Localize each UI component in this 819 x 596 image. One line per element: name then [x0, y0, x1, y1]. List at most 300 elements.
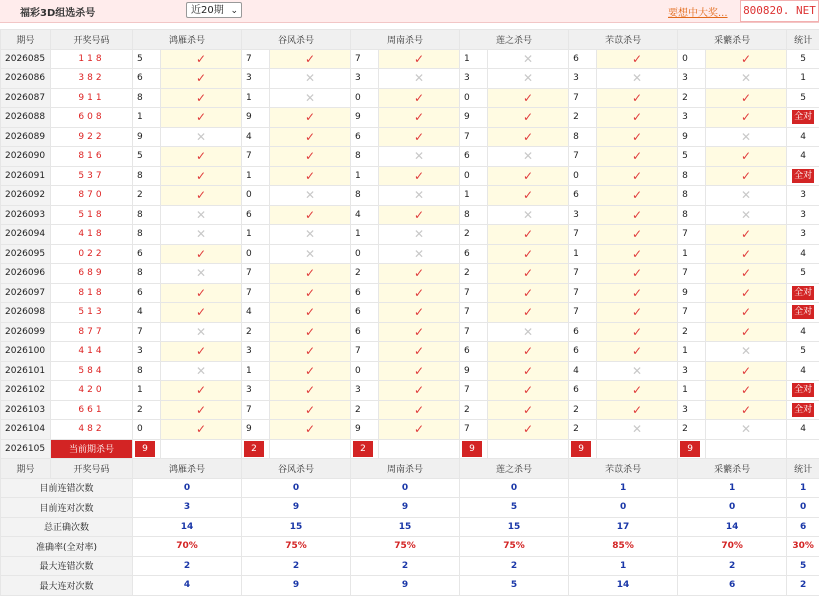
check-icon: ✓ [488, 381, 569, 401]
check-icon: ✓ [597, 147, 678, 167]
column-header-predictor: 周南杀号 [351, 459, 460, 479]
cross-icon: ✕ [161, 322, 242, 342]
summary-value: 15 [351, 517, 460, 537]
issue-number: 2026091 [1, 166, 51, 186]
kill-number: 9 [242, 108, 270, 128]
kill-number: 7 [460, 381, 488, 401]
check-icon: ✓ [597, 225, 678, 245]
kill-number: 6 [460, 244, 488, 264]
check-icon: ✓ [488, 127, 569, 147]
stat-cell [787, 108, 819, 128]
kill-number: 2 [351, 400, 379, 420]
stat-cell [787, 264, 819, 284]
check-icon: ✓ [706, 244, 787, 264]
issue-number: 2026087 [1, 88, 51, 108]
kill-number: 1 [569, 244, 597, 264]
kill-number: 1 [133, 381, 161, 401]
check-icon: ✓ [488, 400, 569, 420]
issue-number: 2026095 [1, 244, 51, 264]
summary-value: 14 [133, 517, 242, 537]
current-kill-cell [569, 439, 597, 459]
summary-value: 0 [242, 478, 351, 498]
check-icon: ✓ [379, 361, 460, 381]
kill-number: 3 [351, 69, 379, 89]
check-icon: ✓ [597, 400, 678, 420]
kill-number: 7 [678, 303, 706, 323]
column-header-issue: 期号 [1, 30, 51, 50]
kill-number: 8 [133, 264, 161, 284]
kill-number: 7 [242, 283, 270, 303]
kill-number: 0 [569, 166, 597, 186]
summary-value: 5 [460, 498, 569, 518]
check-icon: ✓ [706, 381, 787, 401]
check-icon: ✓ [706, 361, 787, 381]
table-row [1, 244, 819, 264]
current-kill-number: 9 [135, 441, 155, 457]
current-kill-spacer [706, 439, 787, 459]
top-bar [0, 0, 819, 23]
check-icon: ✓ [597, 303, 678, 323]
kill-number: 6 [569, 49, 597, 69]
summary-stat: 0 [787, 498, 819, 518]
cross-icon: ✕ [379, 244, 460, 264]
check-icon: ✓ [706, 400, 787, 420]
summary-row [1, 556, 819, 576]
kill-number: 2 [242, 322, 270, 342]
check-icon: ✓ [706, 283, 787, 303]
check-icon: ✓ [161, 303, 242, 323]
stat-value: 4 [800, 151, 806, 161]
check-icon: ✓ [270, 108, 351, 128]
kill-number: 1 [242, 225, 270, 245]
kill-number: 0 [351, 361, 379, 381]
issue-number: 2026098 [1, 303, 51, 323]
kill-number: 8 [133, 225, 161, 245]
draw-number: 118 [51, 49, 133, 69]
summary-value: 1 [569, 478, 678, 498]
stat-cell [787, 303, 819, 323]
column-header-draw: 开奖号码 [51, 30, 133, 50]
kill-number: 2 [678, 322, 706, 342]
kill-number: 6 [569, 186, 597, 206]
kill-number: 3 [242, 381, 270, 401]
cross-icon: ✕ [161, 361, 242, 381]
stat-value: 4 [800, 327, 806, 337]
table-header-row [1, 30, 819, 50]
kill-number: 8 [460, 205, 488, 225]
column-header-predictor: 芣苡杀号 [569, 30, 678, 50]
stat-cell [787, 244, 819, 264]
kill-number: 8 [678, 186, 706, 206]
stat-value: 5 [800, 268, 806, 278]
site-domain-badge: 800820. NET [740, 0, 819, 22]
stat-cell [787, 225, 819, 245]
cross-icon: ✕ [488, 49, 569, 69]
check-icon: ✓ [597, 127, 678, 147]
column-header-draw: 开奖号码 [51, 459, 133, 479]
issue-number: 2026086 [1, 69, 51, 89]
kill-number: 3 [678, 108, 706, 128]
kill-number: 4 [569, 361, 597, 381]
check-icon: ✓ [597, 342, 678, 362]
check-icon: ✓ [597, 166, 678, 186]
check-icon: ✓ [161, 186, 242, 206]
cross-icon: ✕ [379, 225, 460, 245]
issue-number: 2026099 [1, 322, 51, 342]
current-kill-number: 9 [462, 441, 482, 457]
cross-icon: ✕ [379, 69, 460, 89]
check-icon: ✓ [270, 381, 351, 401]
stat-value: 1 [800, 73, 806, 83]
kill-number: 8 [678, 205, 706, 225]
current-kill-number: 2 [244, 441, 264, 457]
summary-value: 9 [242, 498, 351, 518]
kill-number: 1 [678, 244, 706, 264]
column-header-predictor: 莲之杀号 [460, 30, 569, 50]
kill-number: 6 [460, 147, 488, 167]
kill-number: 8 [678, 166, 706, 186]
check-icon: ✓ [270, 322, 351, 342]
check-icon: ✓ [270, 147, 351, 167]
kill-number: 3 [351, 381, 379, 401]
current-kill-cell [351, 439, 379, 459]
cross-icon: ✕ [706, 127, 787, 147]
check-icon: ✓ [161, 88, 242, 108]
kill-number: 6 [569, 322, 597, 342]
draw-number: 414 [51, 342, 133, 362]
draw-number: 482 [51, 420, 133, 440]
table-row [1, 147, 819, 167]
chevron-down-icon: ⌄ [230, 3, 238, 19]
stat-cell [787, 400, 819, 420]
check-icon: ✓ [161, 147, 242, 167]
check-icon: ✓ [488, 88, 569, 108]
cross-icon: ✕ [706, 69, 787, 89]
kill-number-table [0, 29, 819, 596]
check-icon: ✓ [488, 186, 569, 206]
period-select-value: 近20期 [191, 5, 224, 16]
kill-number: 0 [242, 244, 270, 264]
kill-number: 7 [242, 49, 270, 69]
issue-number: 2026102 [1, 381, 51, 401]
promo-link[interactable]: 要想中大奖... [668, 4, 728, 19]
table-row [1, 225, 819, 245]
check-icon: ✓ [161, 244, 242, 264]
kill-number: 9 [351, 420, 379, 440]
summary-value: 0 [678, 498, 787, 518]
check-icon: ✓ [597, 108, 678, 128]
summary-label: 目前连对次数 [1, 498, 133, 518]
kill-number: 7 [460, 127, 488, 147]
summary-value: 9 [242, 576, 351, 596]
check-icon: ✓ [379, 322, 460, 342]
check-icon: ✓ [161, 166, 242, 186]
summary-row [1, 537, 819, 557]
check-icon: ✓ [379, 88, 460, 108]
check-icon: ✓ [161, 49, 242, 69]
cross-icon: ✕ [379, 147, 460, 167]
stat-cell [787, 49, 819, 69]
stat-value: 5 [800, 346, 806, 356]
kill-number: 0 [460, 166, 488, 186]
summary-value: 2 [242, 556, 351, 576]
kill-number: 7 [678, 264, 706, 284]
issue-number: 2026094 [1, 225, 51, 245]
kill-number: 1 [678, 381, 706, 401]
all-correct-badge: 全对 [792, 403, 814, 417]
table-row [1, 186, 819, 206]
draw-number: 537 [51, 166, 133, 186]
kill-number: 2 [678, 88, 706, 108]
check-icon: ✓ [706, 166, 787, 186]
cross-icon: ✕ [161, 225, 242, 245]
check-icon: ✓ [597, 322, 678, 342]
kill-number: 7 [678, 225, 706, 245]
all-correct-badge: 全对 [792, 305, 814, 319]
kill-number: 2 [460, 264, 488, 284]
stat-cell [787, 88, 819, 108]
kill-number: 6 [133, 283, 161, 303]
summary-value: 6 [678, 576, 787, 596]
table-row [1, 108, 819, 128]
kill-number: 3 [678, 69, 706, 89]
check-icon: ✓ [270, 127, 351, 147]
summary-label: 目前连错次数 [1, 478, 133, 498]
summary-row [1, 478, 819, 498]
check-icon: ✓ [597, 186, 678, 206]
kill-number: 7 [460, 420, 488, 440]
check-icon: ✓ [597, 205, 678, 225]
kill-number: 7 [569, 88, 597, 108]
kill-number: 1 [242, 88, 270, 108]
current-kill-spacer [379, 439, 460, 459]
summary-value: 14 [678, 517, 787, 537]
kill-number: 7 [460, 283, 488, 303]
kill-number: 6 [569, 381, 597, 401]
summary-value: 70% [133, 537, 242, 557]
stat-value: 3 [800, 210, 806, 220]
draw-number: 816 [51, 147, 133, 167]
check-icon: ✓ [706, 303, 787, 323]
current-kill-cell [460, 439, 488, 459]
kill-number: 9 [133, 127, 161, 147]
check-icon: ✓ [379, 342, 460, 362]
kill-number: 9 [678, 283, 706, 303]
kill-number: 0 [351, 88, 379, 108]
check-icon: ✓ [488, 342, 569, 362]
kill-number: 2 [133, 400, 161, 420]
page-title: 福彩3D组选杀号 [20, 4, 95, 19]
cross-icon: ✕ [161, 127, 242, 147]
kill-number: 7 [242, 400, 270, 420]
kill-number: 7 [569, 225, 597, 245]
column-header-issue: 期号 [1, 459, 51, 479]
table-row [1, 166, 819, 186]
check-icon: ✓ [379, 264, 460, 284]
kill-number: 6 [569, 342, 597, 362]
draw-number: 513 [51, 303, 133, 323]
summary-value: 0 [460, 478, 569, 498]
check-icon: ✓ [706, 88, 787, 108]
kill-number: 7 [460, 303, 488, 323]
summary-row [1, 517, 819, 537]
stat-cell [787, 361, 819, 381]
current-kill-cell [133, 439, 161, 459]
kill-number: 7 [242, 147, 270, 167]
check-icon: ✓ [270, 264, 351, 284]
draw-number: 608 [51, 108, 133, 128]
summary-label: 总正确次数 [1, 517, 133, 537]
kill-number: 7 [133, 322, 161, 342]
stat-cell [787, 381, 819, 401]
kill-number: 7 [569, 264, 597, 284]
table-row [1, 342, 819, 362]
check-icon: ✓ [161, 342, 242, 362]
check-icon: ✓ [706, 322, 787, 342]
table-row [1, 381, 819, 401]
cross-icon: ✕ [161, 264, 242, 284]
summary-row [1, 576, 819, 596]
check-icon: ✓ [597, 264, 678, 284]
summary-label: 准确率(全对率) [1, 537, 133, 557]
kill-number: 6 [133, 69, 161, 89]
kill-number: 2 [460, 225, 488, 245]
cross-icon: ✕ [597, 361, 678, 381]
current-issue-number: 2026105 [1, 439, 51, 459]
kill-number: 3 [678, 361, 706, 381]
current-kill-spacer [270, 439, 351, 459]
issue-number: 2026085 [1, 49, 51, 69]
kill-number: 8 [133, 88, 161, 108]
current-kill-spacer [488, 439, 569, 459]
stat-cell [787, 166, 819, 186]
summary-value: 85% [569, 537, 678, 557]
issue-number: 2026097 [1, 283, 51, 303]
summary-value: 0 [351, 478, 460, 498]
column-header-predictor: 采蘩杀号 [678, 30, 787, 50]
check-icon: ✓ [706, 147, 787, 167]
kill-number: 3 [569, 69, 597, 89]
check-icon: ✓ [597, 244, 678, 264]
current-kill-spacer [161, 439, 242, 459]
draw-number: 382 [51, 69, 133, 89]
kill-number: 1 [133, 108, 161, 128]
issue-number: 2026089 [1, 127, 51, 147]
kill-number: 6 [351, 303, 379, 323]
stat-cell [787, 205, 819, 225]
summary-value: 75% [460, 537, 569, 557]
check-icon: ✓ [488, 166, 569, 186]
current-kill-cell [678, 439, 706, 459]
kill-number: 4 [242, 303, 270, 323]
draw-number: 911 [51, 88, 133, 108]
issue-number: 2026096 [1, 264, 51, 284]
all-correct-badge: 全对 [792, 286, 814, 300]
draw-number: 420 [51, 381, 133, 401]
stat-value: 5 [800, 93, 806, 103]
kill-number: 4 [133, 303, 161, 323]
check-icon: ✓ [270, 205, 351, 225]
kill-number: 8 [133, 205, 161, 225]
stat-value: 4 [800, 366, 806, 376]
issue-number: 2026103 [1, 400, 51, 420]
kill-number: 6 [133, 244, 161, 264]
check-icon: ✓ [161, 69, 242, 89]
cross-icon: ✕ [270, 225, 351, 245]
summary-label: 最大连对次数 [1, 576, 133, 596]
check-icon: ✓ [488, 264, 569, 284]
issue-number: 2026093 [1, 205, 51, 225]
check-icon: ✓ [597, 49, 678, 69]
kill-number: 5 [133, 147, 161, 167]
column-header-predictor: 周南杀号 [351, 30, 460, 50]
kill-number: 8 [133, 361, 161, 381]
stat-cell [787, 420, 819, 440]
stat-cell [787, 322, 819, 342]
kill-number: 3 [678, 400, 706, 420]
check-icon: ✓ [270, 361, 351, 381]
check-icon: ✓ [270, 420, 351, 440]
summary-value: 15 [242, 517, 351, 537]
check-icon: ✓ [488, 420, 569, 440]
cross-icon: ✕ [270, 88, 351, 108]
kill-number: 1 [351, 166, 379, 186]
kill-number: 2 [569, 400, 597, 420]
column-header-predictor: 采蘩杀号 [678, 459, 787, 479]
draw-number: 418 [51, 225, 133, 245]
issue-number: 2026100 [1, 342, 51, 362]
summary-value: 9 [351, 498, 460, 518]
kill-number: 2 [569, 108, 597, 128]
summary-stat: 2 [787, 576, 819, 596]
summary-value: 3 [133, 498, 242, 518]
kill-number: 0 [133, 420, 161, 440]
cross-icon: ✕ [597, 420, 678, 440]
kill-number: 5 [133, 49, 161, 69]
current-period-label: 当前期杀号 [51, 439, 133, 459]
kill-number: 3 [133, 342, 161, 362]
summary-value: 9 [351, 576, 460, 596]
check-icon: ✓ [706, 49, 787, 69]
kill-number: 7 [351, 49, 379, 69]
current-kill-cell [242, 439, 270, 459]
draw-number: 689 [51, 264, 133, 284]
kill-number: 4 [242, 127, 270, 147]
kill-number: 7 [569, 283, 597, 303]
kill-number: 9 [460, 361, 488, 381]
kill-number: 5 [678, 147, 706, 167]
check-icon: ✓ [488, 225, 569, 245]
issue-number: 2026101 [1, 361, 51, 381]
check-icon: ✓ [379, 166, 460, 186]
current-kill-number: 9 [680, 441, 700, 457]
summary-label: 最大连错次数 [1, 556, 133, 576]
column-header-predictor: 谷风杀号 [242, 30, 351, 50]
summary-stat: 30% [787, 537, 819, 557]
kill-number: 7 [569, 303, 597, 323]
issue-number: 2026090 [1, 147, 51, 167]
kill-number: 0 [678, 49, 706, 69]
check-icon: ✓ [488, 244, 569, 264]
period-select[interactable] [186, 2, 242, 18]
issue-number: 2026104 [1, 420, 51, 440]
check-icon: ✓ [161, 381, 242, 401]
all-correct-badge: 全对 [792, 110, 814, 124]
kill-number: 9 [460, 108, 488, 128]
draw-number: 877 [51, 322, 133, 342]
stat-cell [787, 342, 819, 362]
check-icon: ✓ [379, 283, 460, 303]
